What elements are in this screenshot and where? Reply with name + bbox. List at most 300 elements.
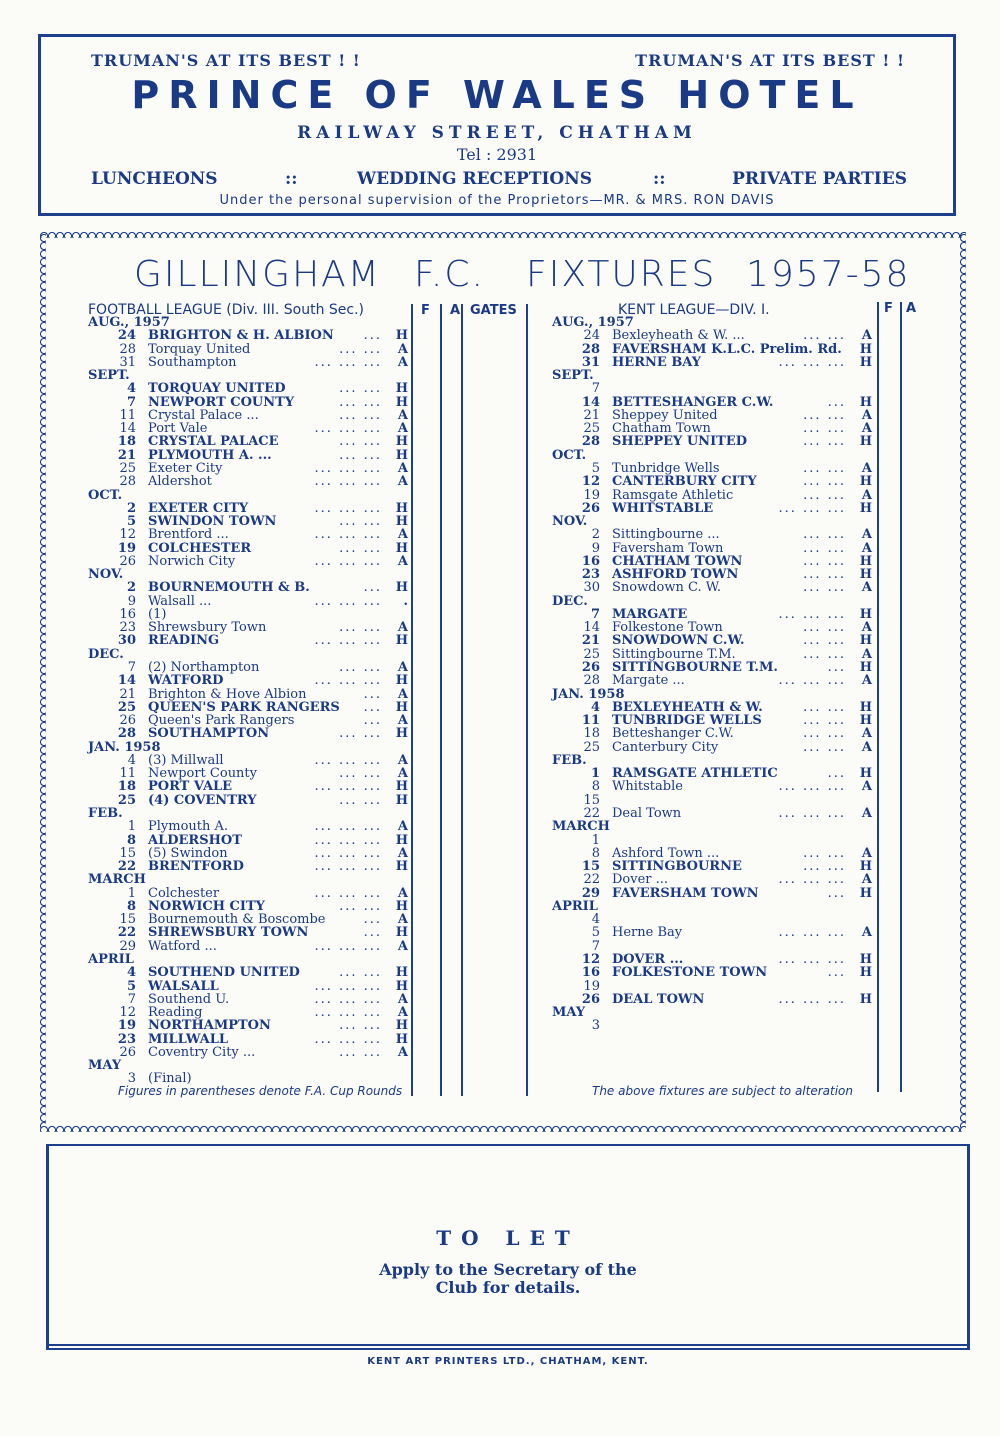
fixture-row (556, 634, 874, 647)
fixture-venue: A (397, 1044, 408, 1060)
month-label: JAN. 1958 (88, 739, 161, 755)
leader-dots: ... ... ... (314, 859, 382, 875)
fixture-row (92, 343, 410, 356)
fixture-venue: A (861, 646, 872, 662)
fixture-opponent: Whitstable (612, 779, 683, 795)
fixture-venue: A (861, 726, 872, 742)
fixture-opponent: Port Vale (148, 421, 208, 437)
fixture-venue: H (395, 394, 408, 410)
fixture-date: 19 (117, 540, 136, 556)
leader-dots: ... ... (339, 540, 382, 556)
fixture-venue: A (397, 1005, 408, 1021)
fixture-venue: A (397, 845, 408, 861)
fixture-venue: A (397, 912, 408, 928)
fixture-row (92, 887, 410, 900)
fixture-venue: A (861, 805, 872, 821)
hotel-name: PRINCE OF WALES HOTEL (131, 73, 863, 117)
fixture-venue: A (861, 328, 872, 344)
month-heading (552, 819, 874, 835)
fixture-opponent: DOVER ... (612, 951, 684, 967)
fixture-venue: A (397, 354, 408, 370)
leader-dots: ... ... (339, 434, 382, 450)
fixture-opponent: Plymouth A. (148, 819, 229, 835)
fixture-opponent: Chatham Town (612, 421, 711, 437)
title-club: GILLINGHAM (134, 254, 381, 295)
fixture-venue: H (859, 859, 872, 875)
month-label: MAY (88, 1058, 122, 1074)
fixture-opponent: NORTHAMPTON (148, 1018, 271, 1034)
kent-league-heading: KENT LEAGUE—DIV. I. (618, 302, 770, 318)
month-heading (88, 487, 410, 503)
leader-dots: ... ... (803, 845, 846, 861)
fixture-opponent: Ramsgate Athletic (612, 487, 734, 503)
fixture-date: 22 (117, 859, 136, 875)
to-let-title: TO LET (436, 1226, 580, 1250)
leader-dots: ... ... ... (778, 779, 846, 795)
leader-dots: ... ... ... (778, 500, 846, 516)
fixture-row (92, 581, 410, 594)
leader-dots: ... ... ... (778, 991, 846, 1007)
fixture-date: 25 (117, 792, 136, 808)
fixture-date: 26 (581, 660, 600, 676)
fixture-venue: H (395, 673, 408, 689)
leader-dots: ... ... ... (314, 885, 382, 901)
fixture-date: 25 (119, 460, 136, 476)
fixture-row (92, 794, 410, 807)
fixture-date: 15 (581, 859, 600, 875)
fixture-opponent: PORT VALE (148, 779, 233, 795)
leader-dots: ... ... (339, 726, 382, 742)
leader-dots: ... ... (339, 660, 382, 676)
fixture-date: 4 (126, 381, 136, 397)
fixture-venue: H (395, 726, 408, 742)
fixture-opponent: ASHFORD TOWN (612, 567, 739, 583)
fixture-venue: A (397, 660, 408, 676)
hotel-advert (38, 34, 956, 216)
fixture-venue: H (859, 394, 872, 410)
fixture-date: 5 (591, 925, 600, 941)
fixture-date: 21 (119, 686, 136, 702)
fixture-date: 11 (119, 766, 136, 782)
leader-dots: ... ... ... (778, 951, 846, 967)
leader-dots: ... ... (339, 620, 382, 636)
fixture-date: 7 (590, 606, 600, 622)
fixture-date: 5 (126, 978, 136, 994)
fixture-date: 2 (126, 580, 136, 596)
slogan-right: TRUMAN'S AT ITS BEST ! ! (635, 51, 905, 70)
leader-dots: ... ... (803, 487, 846, 503)
leader-dots: ... (363, 912, 382, 928)
fixture-venue: . (403, 593, 408, 609)
fixture-date: 22 (583, 872, 600, 888)
leader-dots: ... ... ... (314, 978, 382, 994)
leader-dots: ... (827, 885, 846, 901)
fixture-venue: H (859, 951, 872, 967)
to-let-line-1: Apply to the Secretary of the (379, 1260, 637, 1279)
leader-dots: ... ... (339, 1044, 382, 1060)
fixture-opponent: Crystal Palace ... (148, 407, 259, 423)
printer-imprint: KENT ART PRINTERS LTD., CHATHAM, KENT. (367, 1356, 649, 1367)
fixture-venue: H (395, 633, 408, 649)
to-let-advert (46, 1144, 970, 1349)
fixture-row (556, 674, 874, 687)
leader-dots: ... ... (339, 341, 382, 357)
fixture-date: 26 (119, 553, 136, 569)
fixture-date: 1 (127, 819, 136, 835)
fixture-row (92, 980, 410, 993)
fixture-opponent: SOUTHAMPTON (148, 726, 270, 742)
fixture-row (92, 1046, 410, 1059)
month-label: DEC. (552, 593, 588, 609)
kent-league-list (552, 315, 874, 1034)
fixture-opponent: SITTINGBOURNE T.M. (612, 660, 778, 676)
fixture-opponent: Brentford ... (148, 527, 229, 543)
fixture-date: 7 (127, 660, 136, 676)
fixture-venue: H (395, 965, 408, 981)
fixture-venue: H (859, 434, 872, 450)
fixture-opponent: Sittingbourne ... (612, 527, 720, 543)
leader-dots: ... ... ... (314, 633, 382, 649)
leader-dots: ... ... ... (778, 354, 846, 370)
month-heading (552, 898, 874, 914)
leader-dots: ... ... ... (314, 1005, 382, 1021)
fixture-row (556, 396, 874, 409)
month-label: FEB. (88, 805, 123, 821)
fixture-opponent: Folkestone Town (612, 620, 723, 636)
fixture-venue: A (397, 620, 408, 636)
fixture-opponent: Norwich City (148, 553, 236, 569)
fixture-venue: A (397, 527, 408, 543)
fixture-opponent: Shrewsbury Town (148, 620, 267, 636)
fixture-venue: H (859, 553, 872, 569)
fixture-date: 28 (117, 726, 136, 742)
fixture-date: 18 (117, 434, 136, 450)
fixture-venue: H (395, 832, 408, 848)
fixture-venue: A (397, 686, 408, 702)
fixture-opponent: Coventry City ... (148, 1044, 256, 1060)
fixture-opponent: Sittingbourne T.M. (612, 646, 736, 662)
fixture-date: 7 (126, 394, 136, 410)
month-label: NOV. (552, 514, 588, 530)
fixture-opponent: TUNBRIDGE WELLS (612, 713, 762, 729)
service-private-parties: PRIVATE PARTIES (732, 169, 907, 189)
fixture-date: 14 (119, 421, 136, 437)
proprietors-note: Under the personal supervision of the Proprietors—MR. & MRS. RON DAVIS (219, 193, 775, 208)
leader-dots: ... ... (803, 328, 846, 344)
fixture-venue: H (395, 540, 408, 556)
fixture-opponent: (2) Northampton (148, 660, 260, 676)
fixture-date: 11 (119, 407, 136, 423)
leader-dots: ... ... ... (778, 805, 846, 821)
fixture-opponent: Walsall ... (148, 593, 212, 609)
title-fixtures: FIXTURES (526, 254, 717, 295)
leader-dots: ... ... ... (314, 819, 382, 835)
fixture-venue: H (859, 885, 872, 901)
leader-dots: ... ... ... (314, 500, 382, 516)
fixture-date: 9 (591, 540, 600, 556)
column-for: F (421, 303, 430, 318)
fixture-date: 28 (119, 474, 136, 490)
kent-column-for: F (884, 301, 893, 316)
month-heading (88, 872, 410, 888)
fixture-venue: A (861, 673, 872, 689)
fixture-venue: A (861, 845, 872, 861)
fixture-row (92, 820, 410, 833)
leader-dots: ... ... ... (314, 527, 382, 543)
fixture-row (556, 435, 874, 448)
fixture-row (556, 873, 874, 886)
fixture-date: 7 (591, 938, 600, 954)
fixture-opponent: SHEPPEY UNITED (612, 434, 748, 450)
fixture-venue: A (861, 487, 872, 503)
football-league-list (88, 315, 410, 1087)
fixture-venue: H (859, 713, 872, 729)
fixture-opponent: FAVERSHAM K.L.C. Prelim. Rd. (612, 341, 842, 357)
month-label: SEPT. (88, 368, 130, 384)
title-season: 1957-58 (746, 254, 911, 295)
fixture-row (92, 435, 410, 448)
leader-dots: ... (363, 328, 382, 344)
leader-dots: ... ... (339, 898, 382, 914)
fixture-row (556, 834, 874, 847)
fixture-row (556, 382, 874, 395)
fixture-row (556, 1019, 874, 1032)
fixture-row (92, 674, 410, 687)
leader-dots: ... ... (803, 567, 846, 583)
leader-dots: ... ... ... (314, 752, 382, 768)
leader-dots: ... ... (803, 646, 846, 662)
fixture-date: 12 (581, 951, 600, 967)
fixture-date: 8 (591, 845, 600, 861)
fixture-date: 24 (117, 328, 136, 344)
fixture-date: 22 (583, 805, 600, 821)
fixture-row (92, 634, 410, 647)
fixture-date: 28 (119, 341, 136, 357)
fixture-row (556, 356, 874, 369)
wavy-border-left (38, 234, 46, 1128)
fixture-date: 19 (583, 487, 600, 503)
fixture-venue: H (395, 328, 408, 344)
fixture-opponent: Southend U. (148, 991, 230, 1007)
fixture-venue: A (397, 885, 408, 901)
fixture-opponent: BRENTFORD (148, 859, 244, 875)
fixture-row (556, 926, 874, 939)
fixture-date: 28 (583, 673, 600, 689)
leader-dots: ... ... ... (314, 553, 382, 569)
fixture-venue: A (861, 527, 872, 543)
fixture-date: 2 (126, 500, 136, 516)
slogan-left: TRUMAN'S AT ITS BEST ! ! (91, 51, 361, 70)
leader-dots: ... ... (803, 407, 846, 423)
fixture-row (556, 581, 874, 594)
fixture-opponent: FOLKESTONE TOWN (612, 965, 768, 981)
fixture-row (92, 356, 410, 369)
fixture-date: 7 (591, 381, 600, 397)
fixture-opponent: SHREWSBURY TOWN (148, 925, 309, 941)
fixture-row (92, 595, 410, 608)
fixture-date: 15 (583, 792, 600, 808)
fixture-date: 4 (591, 912, 600, 928)
fixture-date: 26 (581, 500, 600, 516)
fixture-date: 25 (583, 421, 600, 437)
fixture-date: 19 (583, 978, 600, 994)
fixture-date: 14 (117, 673, 136, 689)
leader-dots: ... ... ... (778, 925, 846, 941)
fixture-row (92, 396, 410, 409)
fixture-row (92, 528, 410, 541)
fixture-venue: H (859, 606, 872, 622)
leader-dots: ... (363, 686, 382, 702)
fixture-opponent: WATFORD (148, 673, 224, 689)
fixture-opponent: COLCHESTER (148, 540, 252, 556)
leader-dots: ... ... ... (314, 845, 382, 861)
fixture-opponent: BRIGHTON & H. ALBION (148, 328, 334, 344)
fixture-date: 29 (581, 885, 600, 901)
leader-dots: ... ... (803, 713, 846, 729)
leader-dots: ... ... ... (314, 1031, 382, 1047)
leader-dots: ... ... (339, 514, 382, 530)
fixture-opponent: WALSALL (148, 978, 219, 994)
hotel-telephone: Tel : 2931 (456, 145, 538, 164)
leader-dots: ... ... (803, 633, 846, 649)
fixture-opponent: NEWPORT COUNTY (148, 394, 295, 410)
service-luncheons: LUNCHEONS (91, 169, 218, 189)
month-label: OCT. (552, 447, 587, 463)
fixture-date: 4 (590, 699, 600, 715)
leader-dots: ... ... (803, 553, 846, 569)
fixture-row (92, 449, 410, 462)
leader-dots: ... ... ... (778, 673, 846, 689)
fixture-opponent: CHATHAM TOWN (612, 553, 743, 569)
fixture-venue: A (397, 474, 408, 490)
fixture-row (92, 382, 410, 395)
fixture-date: 21 (117, 447, 136, 463)
fixture-venue: A (861, 739, 872, 755)
fixture-venue: A (397, 341, 408, 357)
fixture-opponent: (Final) (148, 1071, 192, 1087)
fixture-venue: H (395, 1018, 408, 1034)
fixture-venue: H (395, 434, 408, 450)
leader-dots: ... ... (803, 726, 846, 742)
title-fc: F.C. (414, 254, 485, 295)
fixture-opponent: BOURNEMOUTH & B. (148, 580, 310, 596)
fixture-date: 30 (117, 633, 136, 649)
fixture-date: 21 (581, 633, 600, 649)
fixture-opponent: Exeter City (148, 460, 223, 476)
fixture-date: 5 (126, 514, 136, 530)
month-label: SEPT. (552, 368, 594, 384)
month-heading (552, 593, 874, 609)
fixture-row (92, 780, 410, 793)
fixture-row (92, 329, 410, 342)
fixture-date: 31 (119, 354, 136, 370)
fixture-date: 12 (581, 474, 600, 490)
fixture-venue: H (395, 792, 408, 808)
fixture-row (556, 542, 874, 555)
leader-dots: ... ... (339, 447, 382, 463)
fixture-venue: H (395, 925, 408, 941)
fixture-opponent: Brighton & Hove Albion (148, 686, 307, 702)
fixture-opponent: Canterbury City (612, 739, 719, 755)
leader-dots: ... ... (339, 1018, 382, 1034)
fixture-row (556, 966, 874, 979)
fixture-venue: H (859, 660, 872, 676)
fixture-date: 15 (119, 845, 136, 861)
fixture-opponent: QUEEN'S PARK RANGERS (148, 699, 340, 715)
fixture-opponent: RAMSGATE ATHLETIC (612, 766, 778, 782)
fixture-date: 1 (127, 885, 136, 901)
leader-dots: ... ... ... (314, 779, 382, 795)
fixture-date: 12 (119, 527, 136, 543)
fixture-venue: A (397, 713, 408, 729)
fixture-venue: H (859, 633, 872, 649)
fixture-date: 15 (119, 912, 136, 928)
rule-kent-f-right (900, 302, 902, 1092)
fixture-opponent: Newport County (148, 766, 258, 782)
hotel-street: RAILWAY STREET, CHATHAM (297, 123, 697, 143)
fixture-date: 1 (591, 832, 600, 848)
month-label: FEB. (552, 752, 587, 768)
leader-dots: ... (827, 660, 846, 676)
fixture-date: 16 (581, 553, 600, 569)
fixture-venue: A (397, 460, 408, 476)
fixture-date: 22 (117, 925, 136, 941)
to-let-bottom-rule (46, 1344, 970, 1350)
fixture-venue: A (397, 991, 408, 1007)
fixture-opponent: Dover ... (612, 872, 669, 888)
fixture-venue: H (395, 699, 408, 715)
month-label: DEC. (88, 646, 124, 662)
kent-column-against: A (906, 301, 917, 316)
fixture-opponent: (4) COVENTRY (148, 792, 257, 808)
fixture-venue: H (395, 514, 408, 530)
month-label: APRIL (552, 898, 598, 914)
wavy-border-top (40, 230, 966, 238)
fixture-row (556, 727, 874, 740)
leader-dots: ... ... (339, 792, 382, 808)
fixture-opponent: Watford ... (148, 938, 217, 954)
leader-dots: ... ... (803, 474, 846, 490)
fixture-opponent: CRYSTAL PALACE (148, 434, 279, 450)
fixture-opponent: Faversham Town (612, 540, 724, 556)
fixture-opponent: Reading (148, 1005, 203, 1021)
leader-dots: ... ... (803, 699, 846, 715)
fixture-date: 4 (126, 965, 136, 981)
fixture-date: 26 (581, 991, 600, 1007)
fixture-opponent: Tunbridge Wells (612, 460, 720, 476)
leader-dots: ... ... ... (778, 606, 846, 622)
fixture-date: 23 (119, 620, 136, 636)
fixture-venue: H (859, 991, 872, 1007)
leader-dots: ... (363, 925, 382, 941)
fixture-opponent: Snowdown C. W. (612, 580, 721, 596)
leader-dots: ... ... ... (314, 421, 382, 437)
fixture-row (556, 993, 874, 1006)
fixture-row (556, 741, 874, 754)
fixture-opponent: SOUTHEND UNITED (148, 965, 300, 981)
wavy-border-bottom (40, 1124, 966, 1132)
fixture-opponent: (3) Millwall (148, 752, 224, 768)
fixture-venue: H (859, 474, 872, 490)
leader-dots: ... ... ... (314, 474, 382, 490)
leader-dots: ... ... ... (314, 938, 382, 954)
fixture-venue: A (861, 460, 872, 476)
fixture-date: 3 (127, 1071, 136, 1087)
fixture-row (92, 1033, 410, 1046)
fixture-row (556, 887, 874, 900)
fixture-venue: A (861, 925, 872, 941)
fixture-date: 28 (581, 434, 600, 450)
